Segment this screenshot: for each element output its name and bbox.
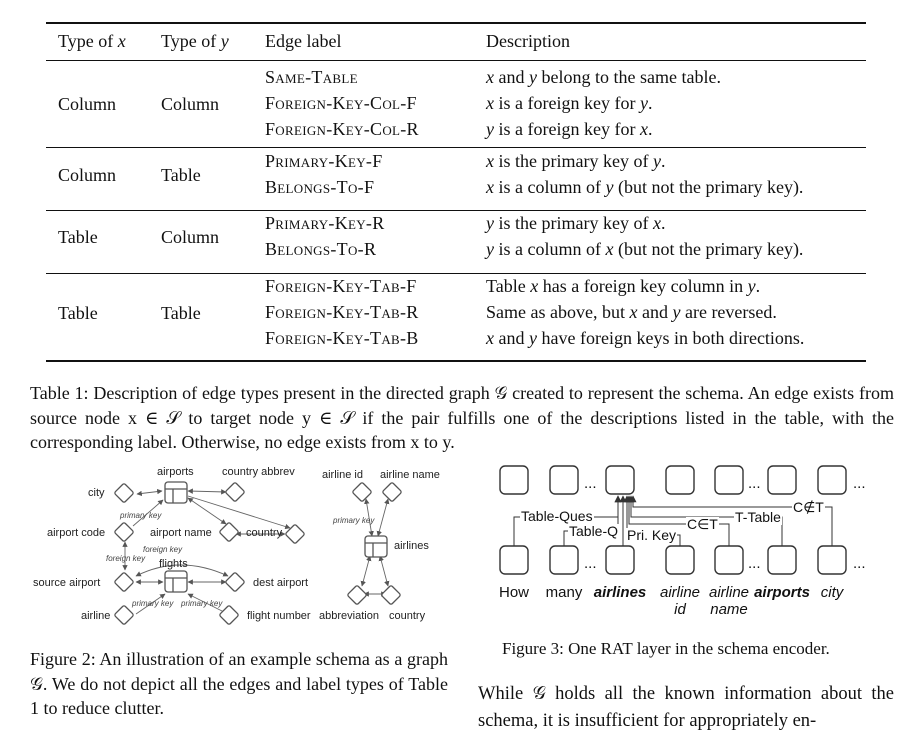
node-dest-airport <box>225 572 245 592</box>
figure2-caption: Figure 2: An illustration of an example schema as a graph 𝒢. We do not depict all the edges and label types of Table 1 to reduce clutter. <box>30 649 448 718</box>
edge-label-cell: Belongs-To-F <box>265 177 375 197</box>
math-variable: x <box>486 177 494 197</box>
edge-label-cell: Primary-Key-R <box>265 213 385 233</box>
description-text: (but not the primary key). <box>613 177 804 197</box>
edge-label-primary-key-1: primary key <box>120 511 162 520</box>
rel-label-c-in-t: C∈T <box>687 516 718 532</box>
ellipsis-bottom-2: ... <box>748 555 761 572</box>
label-flights: flights <box>159 558 188 570</box>
group-source-type: Table <box>58 303 98 323</box>
edge-label-cell: Primary-Key-F <box>265 151 383 171</box>
edge-airlines-country2 <box>380 556 388 586</box>
math-variable: y <box>639 93 648 113</box>
edge-airlinename-airlines <box>378 499 388 536</box>
description-text: . <box>647 93 653 113</box>
math-variable: y <box>486 119 494 139</box>
edge-label-foreign-key-1: foreign key <box>143 545 183 554</box>
math-variable: x <box>486 93 494 113</box>
label-country: country <box>246 527 283 539</box>
description-text: and <box>637 302 673 322</box>
label-abbreviation: abbreviation <box>319 610 379 622</box>
edge-label-cell: Foreign-Key-Tab-F <box>265 276 417 296</box>
math-variable: y <box>529 67 537 87</box>
ellipsis-top-2: ... <box>748 475 761 492</box>
label-airport-code: airport code <box>47 527 106 539</box>
output-box-2 <box>550 466 578 494</box>
edge-label-primary-key-4: primary key <box>333 516 375 525</box>
description-text: Table <box>486 276 531 296</box>
math-variable: x <box>486 151 494 171</box>
edge-city-airports <box>137 491 162 494</box>
node-airport-name <box>219 522 239 542</box>
token-how: How <box>498 584 529 601</box>
input-box-many <box>550 546 578 574</box>
description-text: (but not the primary key). <box>613 239 804 259</box>
group-target-type: Table <box>161 165 201 185</box>
description-cell <box>486 175 803 199</box>
description-text: . <box>660 213 666 233</box>
description-cell <box>486 91 652 115</box>
node-source-airport <box>114 572 134 592</box>
description-cell <box>486 117 652 141</box>
output-box-7 <box>818 466 846 494</box>
math-variable: y <box>652 151 661 171</box>
group-source-type: Column <box>58 94 117 114</box>
output-box-5 <box>715 466 743 494</box>
node-airline <box>114 605 134 625</box>
edge-label-cell: Foreign-Key-Col-R <box>265 119 419 139</box>
group-divider <box>46 273 866 274</box>
figure3-caption: Figure 3: One RAT layer in the schema encoder. <box>502 639 830 658</box>
description-text: is the primary key of <box>494 213 653 233</box>
rat-layer-figure <box>475 455 910 630</box>
input-box-how <box>500 546 528 574</box>
group-divider <box>46 147 866 148</box>
rel-label-t-table: T-Table <box>735 509 781 525</box>
header-type-of-y: Type of y <box>161 31 229 51</box>
token-airports: airports <box>754 584 810 601</box>
math-variable: x <box>652 213 661 233</box>
ellipsis-top-3: ... <box>853 475 866 492</box>
schema-graph-figure <box>0 458 470 638</box>
math-variable: y <box>486 213 494 233</box>
label-country-abbrev: country abbrev <box>222 466 295 478</box>
description-text: . <box>660 151 666 171</box>
description-text: is a column of <box>494 239 606 259</box>
rel-label-table-q: Table-Q <box>569 523 619 539</box>
token-city: city <box>820 584 844 601</box>
rel-label-table-ques: Table-Ques <box>521 508 593 524</box>
label-dest-airport: dest airport <box>253 577 309 589</box>
header-type-of-x: Type of x <box>58 31 126 51</box>
edge-label-cell: Foreign-Key-Tab-R <box>265 302 419 322</box>
description-text: . <box>647 119 653 139</box>
top-rule <box>46 22 866 24</box>
token-airline-name: airline name <box>708 584 750 618</box>
label-source-airport: source airport <box>33 577 101 589</box>
description-cell <box>486 65 721 89</box>
ellipsis-bottom-1: ... <box>584 555 597 572</box>
table-node-airlines <box>365 536 387 557</box>
group-source-type: Table <box>58 227 98 247</box>
edge-label-cell: Belongs-To-R <box>265 239 377 259</box>
math-variable: y <box>605 177 614 197</box>
edge-label-foreign-key-2: foreign key <box>106 554 146 563</box>
node-flight-number <box>219 605 239 625</box>
group-target-type: Column <box>161 227 220 247</box>
description-text: have foreign keys in both directions. <box>537 328 805 348</box>
description-cell <box>486 300 777 324</box>
description-text: is a column of <box>494 177 606 197</box>
description-text: is a foreign key for <box>494 93 640 113</box>
edge-airlines-abbrev <box>362 556 370 586</box>
input-box-airline-id <box>666 546 694 574</box>
edge-airports-countryabbrev <box>188 491 226 492</box>
input-box-airlines <box>606 546 634 574</box>
bottom-rule <box>46 360 866 362</box>
math-variable: x <box>605 239 614 259</box>
description-cell <box>486 326 804 350</box>
rel-label-pri-key: Pri. Key <box>627 527 677 543</box>
input-box-airline-name <box>715 546 743 574</box>
math-variable: y <box>747 276 756 296</box>
node-airline-id <box>352 482 372 502</box>
node-airport-code <box>114 522 134 542</box>
rel-label-c-notin-t: C∉T <box>793 499 824 515</box>
math-variable: x <box>629 302 638 322</box>
description-text: are reversed. <box>680 302 777 322</box>
output-box-1 <box>500 466 528 494</box>
header-description: Description <box>486 31 570 51</box>
edge-label-cell: Foreign-Key-Col-F <box>265 93 417 113</box>
edge-airports-country <box>188 496 290 528</box>
ellipsis-top-1: ... <box>584 475 597 492</box>
label-airline-id: airline id <box>322 469 363 481</box>
label-airport-name: airport name <box>150 527 212 539</box>
token-airline-id: airline id <box>659 584 701 618</box>
label-airline: airline <box>81 610 111 622</box>
header-edge-label: Edge label <box>265 31 342 51</box>
description-cell <box>486 211 665 235</box>
edge-label-primary-key-3: primary key <box>181 599 223 608</box>
group-source-type: Column <box>58 165 117 185</box>
group-target-type: Table <box>161 303 201 323</box>
description-text: has a foreign key column in <box>538 276 748 296</box>
math-variable: y <box>529 328 537 348</box>
token-many: many <box>545 584 583 601</box>
node-airline-name <box>382 482 402 502</box>
input-box-airports <box>768 546 796 574</box>
token-airlines: airlines <box>593 584 647 601</box>
math-variable: x <box>486 67 494 87</box>
description-text: and <box>494 67 529 87</box>
node-abbreviation <box>347 585 367 605</box>
node-city <box>114 483 134 503</box>
label-airlines: airlines <box>394 540 429 552</box>
math-variable: x <box>639 119 648 139</box>
ellipsis-bottom-3: ... <box>853 555 866 572</box>
description-text: Same as above, but <box>486 302 630 322</box>
output-box-3 <box>606 466 634 494</box>
output-box-6 <box>768 466 796 494</box>
description-text: . <box>755 276 761 296</box>
math-variable: x <box>530 276 539 296</box>
input-box-city <box>818 546 846 574</box>
table-caption: Table 1: Description of edge types present in the directed graph 𝒢 created to represent the schema. An edge exists from source node x ∈ 𝒮 to target node y ∈ 𝒮 if the pair fulfills one of the descriptions listed in the table, with the corresponding label. Otherwise, no edge exists from x to y. <box>30 383 894 452</box>
header-rule <box>46 60 866 61</box>
node-country-abbrev <box>225 482 245 502</box>
label-city: city <box>88 487 105 499</box>
table-node-airports <box>165 482 187 503</box>
label-airports: airports <box>157 466 194 478</box>
node-country2 <box>381 585 401 605</box>
label-country-2: country <box>389 610 426 622</box>
math-variable: x <box>486 328 494 348</box>
group-target-type: Column <box>161 94 220 114</box>
description-text: belong to the same table. <box>537 67 721 87</box>
edge-label-cell: Foreign-Key-Tab-B <box>265 328 419 348</box>
label-airline-name: airline name <box>380 469 440 481</box>
description-cell <box>486 149 665 173</box>
output-box-4 <box>666 466 694 494</box>
description-text: is the primary key of <box>494 151 653 171</box>
description-cell <box>486 237 803 261</box>
description-cell <box>486 274 760 298</box>
edge-label-cell: Same-Table <box>265 67 358 87</box>
description-text: is a foreign key for <box>494 119 640 139</box>
edge-label-primary-key-2: primary key <box>132 599 174 608</box>
math-variable: y <box>672 302 681 322</box>
group-divider <box>46 210 866 211</box>
math-variable: y <box>486 239 494 259</box>
description-text: and <box>494 328 529 348</box>
body-paragraph: While 𝒢 holds all the known information about the schema, it is insufficient for appropriately en- <box>478 684 894 731</box>
label-flight-number: flight number <box>247 610 311 622</box>
table-node-flights <box>165 571 187 592</box>
